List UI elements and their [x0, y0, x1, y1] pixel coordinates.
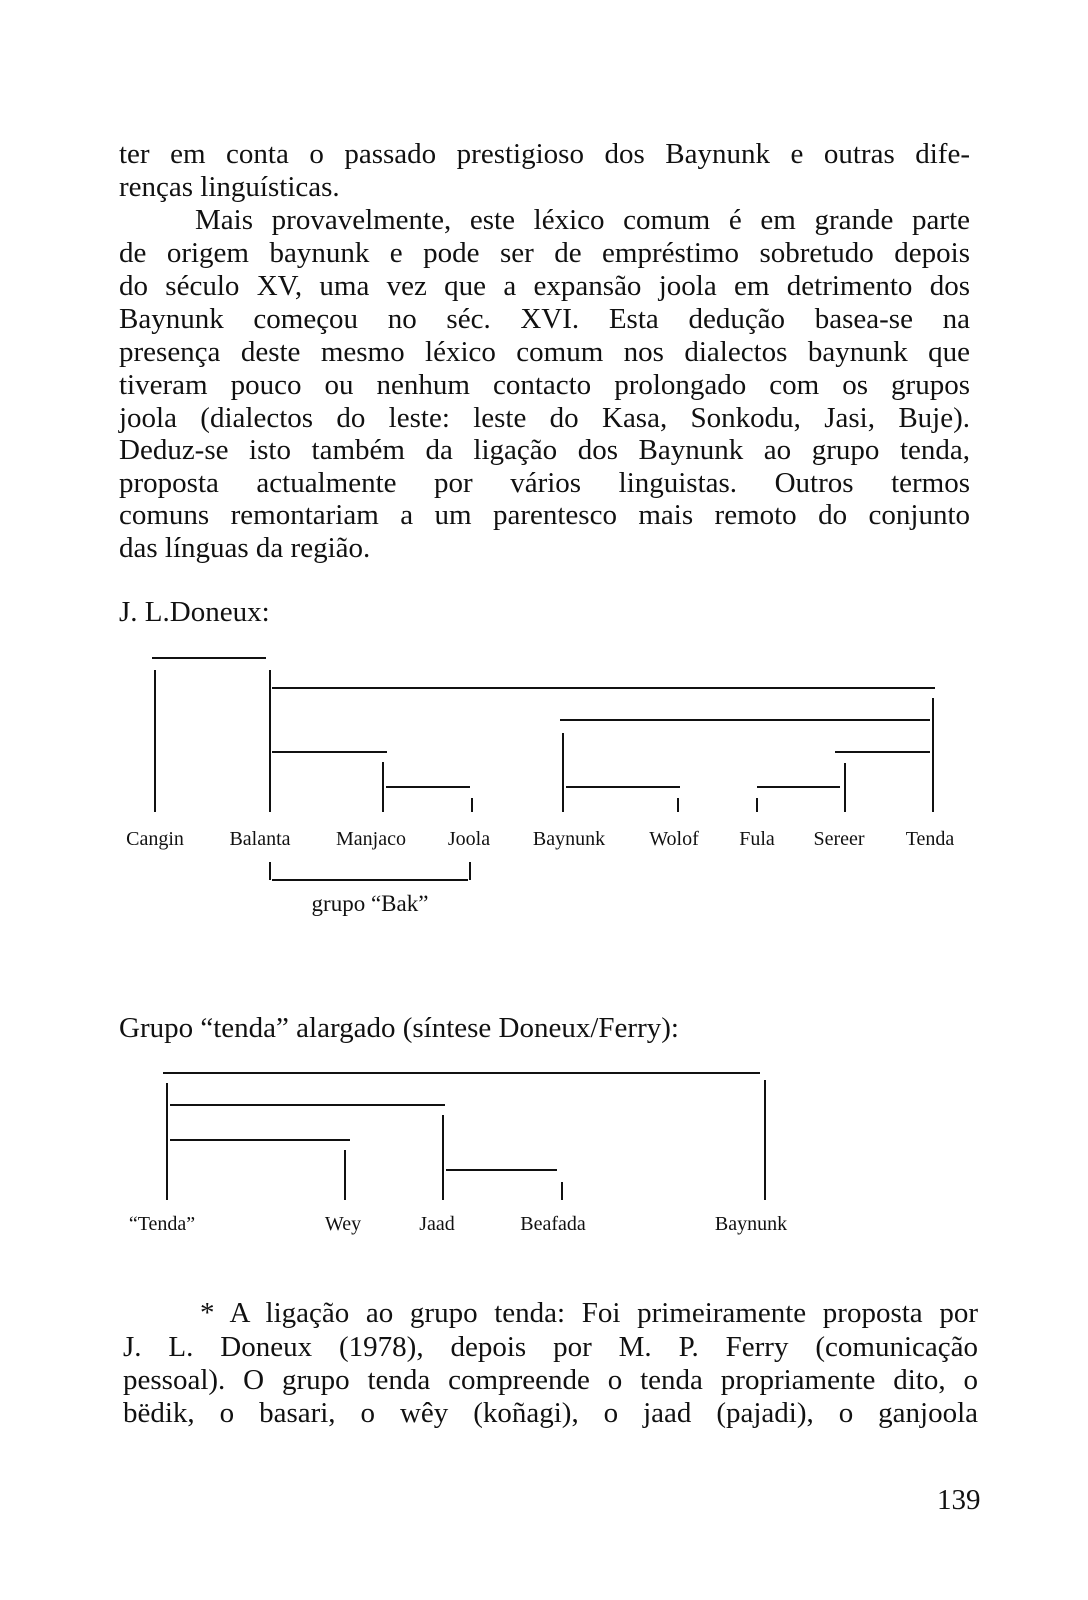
text-line: presença deste mesmo léxico comum nos dialectos baynunk que [119, 336, 970, 368]
text-line: Deduz-se isto também da ligação dos Baynunk ao grupo tenda, [119, 434, 970, 466]
text-line: Baynunk começou no séc. XVI. Esta dedução basea-se na [119, 303, 970, 335]
text-line: Mais provavelmente, este léxico comum é em grande parte [195, 204, 970, 236]
tree-label: Joola [447, 828, 491, 850]
footnote-line: J. L. Doneux (1978), depois por M. P. Ferry (comunicação [123, 1331, 978, 1363]
tree-label: Manjaco [336, 828, 406, 850]
text-line: joola (dialectos do leste: leste do Kasa, Sonkodu, Jasi, Buje). [119, 402, 970, 434]
footnote-line: pessoal). O grupo tenda compreende o tenda propriamente dito, o [123, 1364, 978, 1396]
diagram2-title: Grupo “tenda” alargado (síntese Doneux/Ferry): [119, 1012, 679, 1044]
text-line: ter em conta o passado prestigioso dos Baynunk e outras dife- [119, 138, 970, 170]
tree-label: Tenda [905, 828, 955, 850]
tenda-tree [163, 1073, 765, 1200]
tree-label: Baynunk [714, 1213, 788, 1235]
group-label: grupo “Bak” [311, 891, 429, 916]
text-line: tiveram pouco ou nenhum contacto prolongado com os grupos [119, 369, 970, 401]
diagram1-title: J. L.Doneux: [119, 596, 270, 628]
tree-label: “Tenda” [128, 1213, 196, 1235]
footnote-line: bëdik, o basari, o wêy (koñagi), o jaad (pajadi), o ganjoola [123, 1397, 978, 1429]
tree-label: Wolof [649, 828, 699, 850]
text-line: renças linguísticas. [119, 171, 340, 203]
text-line: de origem baynunk e pode ser de empréstimo sobretudo depois [119, 237, 970, 269]
text-line: comuns remontariam a um parentesco mais remoto do conjunto [119, 499, 970, 531]
tree-label: Sereer [813, 828, 865, 850]
text-line: das línguas da região. [119, 532, 371, 564]
text-line: proposta actualmente por vários linguistas. Outros termos [119, 467, 970, 499]
tree-label: Beafada [520, 1213, 586, 1235]
tree-label: Wey [324, 1213, 362, 1235]
tree-label: Fula [739, 828, 775, 850]
tree-label: Cangin [126, 828, 184, 850]
text-line: do século XV, uma vez que a expansão joola em detrimento dos [119, 270, 970, 302]
tree-label: Balanta [229, 828, 291, 850]
tree-label: Jaad [419, 1213, 455, 1235]
footnote-line: * A ligação ao grupo tenda: Foi primeiramente proposta por [200, 1297, 978, 1329]
tree-label: Baynunk [532, 828, 606, 850]
page-number: 139 [937, 1484, 981, 1516]
